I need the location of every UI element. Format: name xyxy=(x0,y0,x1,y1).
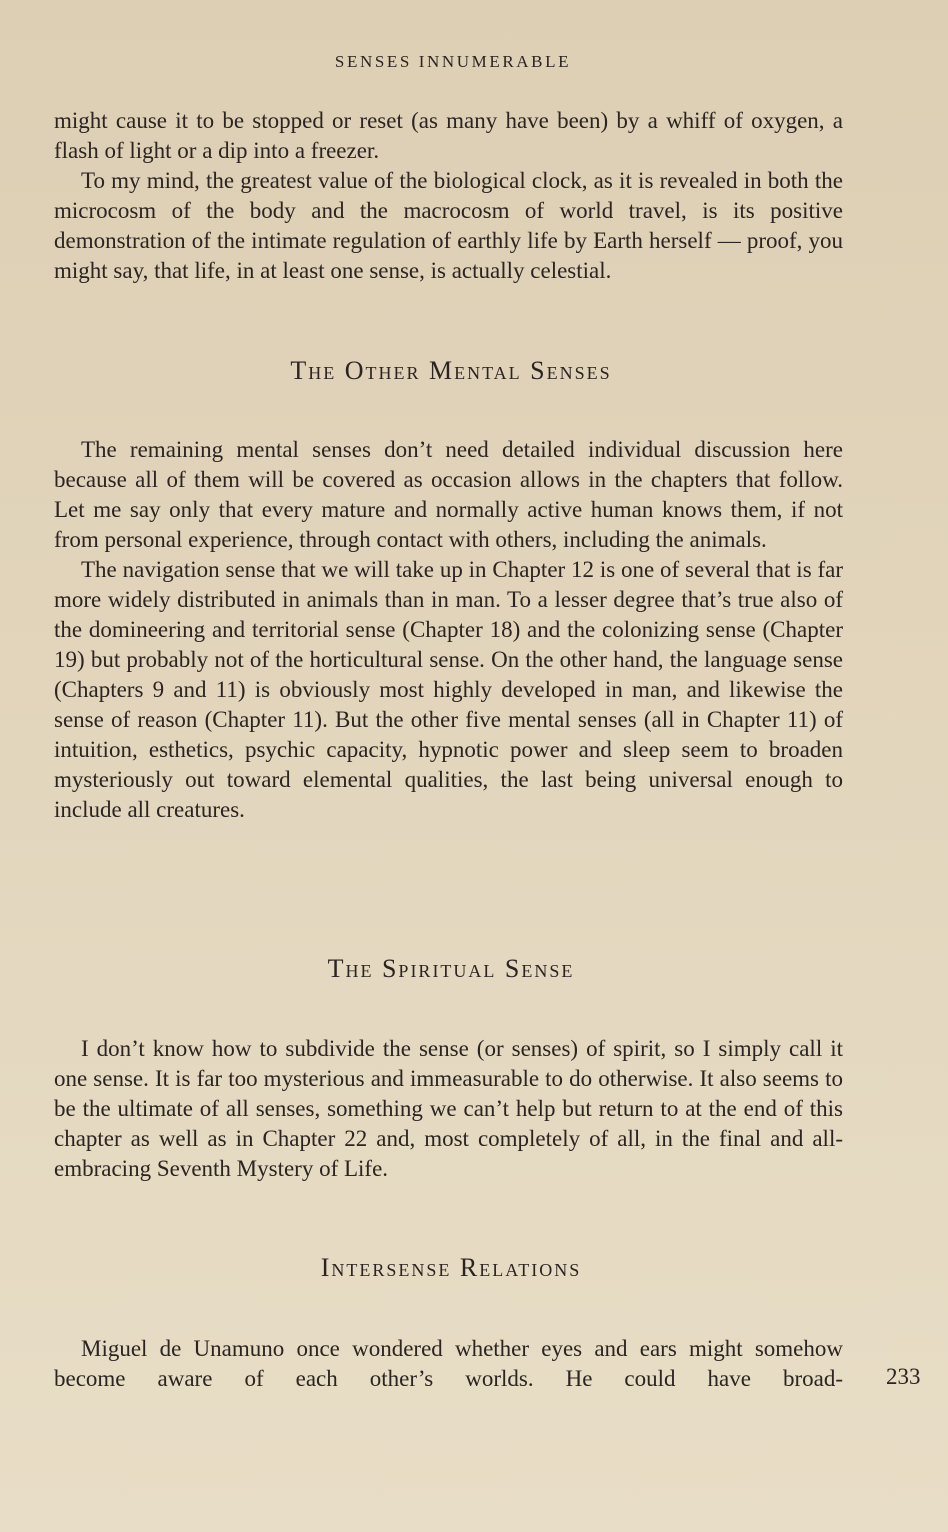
section-spiritual-sense xyxy=(54,1034,843,1184)
section-continuation xyxy=(54,106,843,286)
section-heading: Intersense Relations xyxy=(320,1253,582,1282)
paragraph: Miguel de Unamuno once wondered whether eyes and ears might somehow become aware of each other’s worlds. He could have broad- xyxy=(54,1336,843,1391)
page-number: 233 xyxy=(886,1364,921,1389)
paragraph: The navigation sense that we will take up in Chapter 12 is one of several that is far more widely distributed in animals than in man. To a lesser degree that’s true also of the domineering and territorial sense (Chapter 18) and the colonizing sense (Chapter 19) but probably not of the horticultural sense. On the other hand, the language sense (Chapters 9 and 11) is obviously most highly developed in man, and likewise the sense of reason (Chapter 11). But the other five mental senses (all in Chapter 11) of intuition, esthetics, psychic capacity, hypnotic power and sleep seem to broaden mysteriously out toward elemental qualities, the last being universal enough to include all creatures. xyxy=(54,557,843,822)
section-heading: The Spiritual Sense xyxy=(327,954,575,983)
paragraph: To my mind, the greatest value of the biological clock, as it is revealed in both the microcosm of the body and the macrocosm of world travel, is its positive demonstration of the intimate regulation of earthly life by Earth herself — proof, you might say, that life, in at least one sense, is actually celestial. xyxy=(54,168,843,283)
paragraph: The remaining mental senses don’t need detailed individual discussion here because all of them will be covered as occasion allows in the chapters that follow. Let me say only that every mature and normally active human knows them, if not from personal experience, through contact with others, including the animals. xyxy=(54,437,843,552)
paragraph: I don’t know how to subdivide the sense (or senses) of spirit, so I simply call it one sense. It is far too mysterious and immeasurable to do otherwise. It also seems to be the ultimate of all senses, something we can’t help but return to at the end of this chapter as well as in Chapter 22 and, most completely of all, in the final and all-embracing Seventh Mystery of Life. xyxy=(54,1036,843,1181)
section-intersense-relations xyxy=(54,1334,843,1394)
section-heading: The Other Mental Senses xyxy=(290,356,612,385)
running-head: SENSES INNUMERABLE xyxy=(334,52,572,71)
section-other-mental-senses xyxy=(54,435,843,825)
paragraph: might cause it to be stopped or reset (as many have been) by a whiff of oxygen, a flash of light or a dip into a freezer. xyxy=(54,108,843,163)
